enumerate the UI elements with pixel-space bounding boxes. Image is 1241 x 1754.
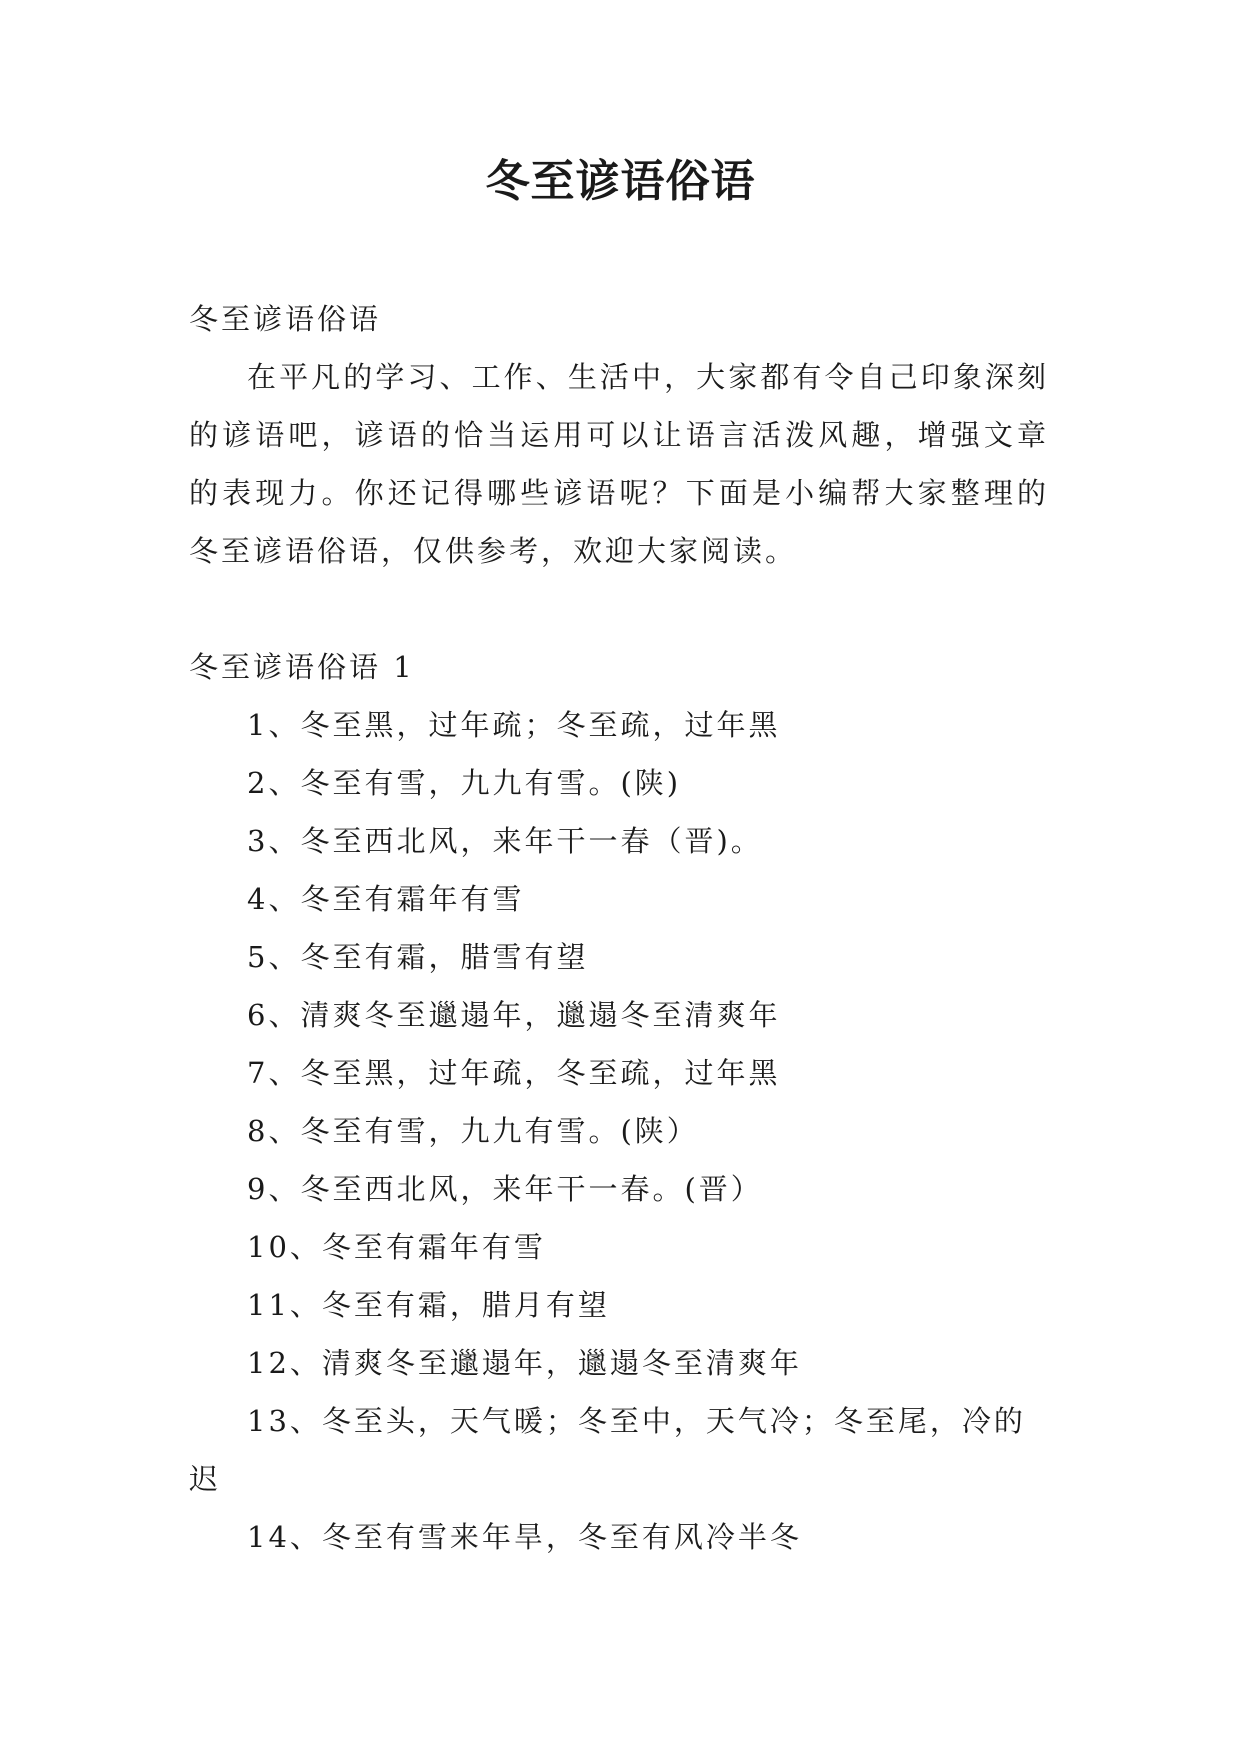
- list-item: 5、冬至有霜，腊雪有望: [247, 940, 589, 974]
- document-body: [189, 290, 1049, 1566]
- intro-paragraph: 在平凡的学习、工作、生活中，大家都有令自己印象深刻的谚语吧，谚语的恰当运用可以让语言活泼风趣，增强文章的表现力。你还记得哪些谚语呢？下面是小编帮大家整理的冬至谚语俗语，仅供参考，欢迎大家阅读。: [189, 360, 1049, 568]
- list-item: 9、冬至西北风，来年干一春。(晋）: [247, 1172, 763, 1206]
- list-item: 1、冬至黑，过年疏；冬至疏，过年黑: [247, 708, 781, 742]
- list-item: 13、冬至头，天气暖；冬至中，天气冷；冬至尾，冷的迟: [189, 1404, 1026, 1496]
- paragraph-gap: [189, 580, 1049, 638]
- document-title: 冬至谚语俗语: [485, 156, 756, 207]
- list-item: 4、冬至有霜年有雪: [247, 882, 525, 916]
- list-item: 8、冬至有雪，九九有雪。(陕）: [247, 1114, 699, 1148]
- list-item: 10、冬至有霜年有雪: [247, 1230, 546, 1264]
- list-item: 14、冬至有雪来年旱，冬至有风冷半冬: [247, 1520, 802, 1554]
- list-item: 12、清爽冬至邋遢年，邋遢冬至清爽年: [247, 1346, 802, 1380]
- list-item: 6、清爽冬至邋遢年，邋遢冬至清爽年: [247, 998, 781, 1032]
- list-item: 11、冬至有霜，腊月有望: [247, 1288, 610, 1322]
- section-heading: 冬至谚语俗语 1: [189, 650, 415, 684]
- list-item: 7、冬至黑，过年疏，冬至疏，过年黑: [247, 1056, 781, 1090]
- document-subheading: 冬至谚语俗语: [189, 302, 382, 336]
- list-item: 3、冬至西北风，来年干一春（晋)。: [247, 824, 763, 858]
- list-item: 2、冬至有雪，九九有雪。(陕): [247, 766, 682, 800]
